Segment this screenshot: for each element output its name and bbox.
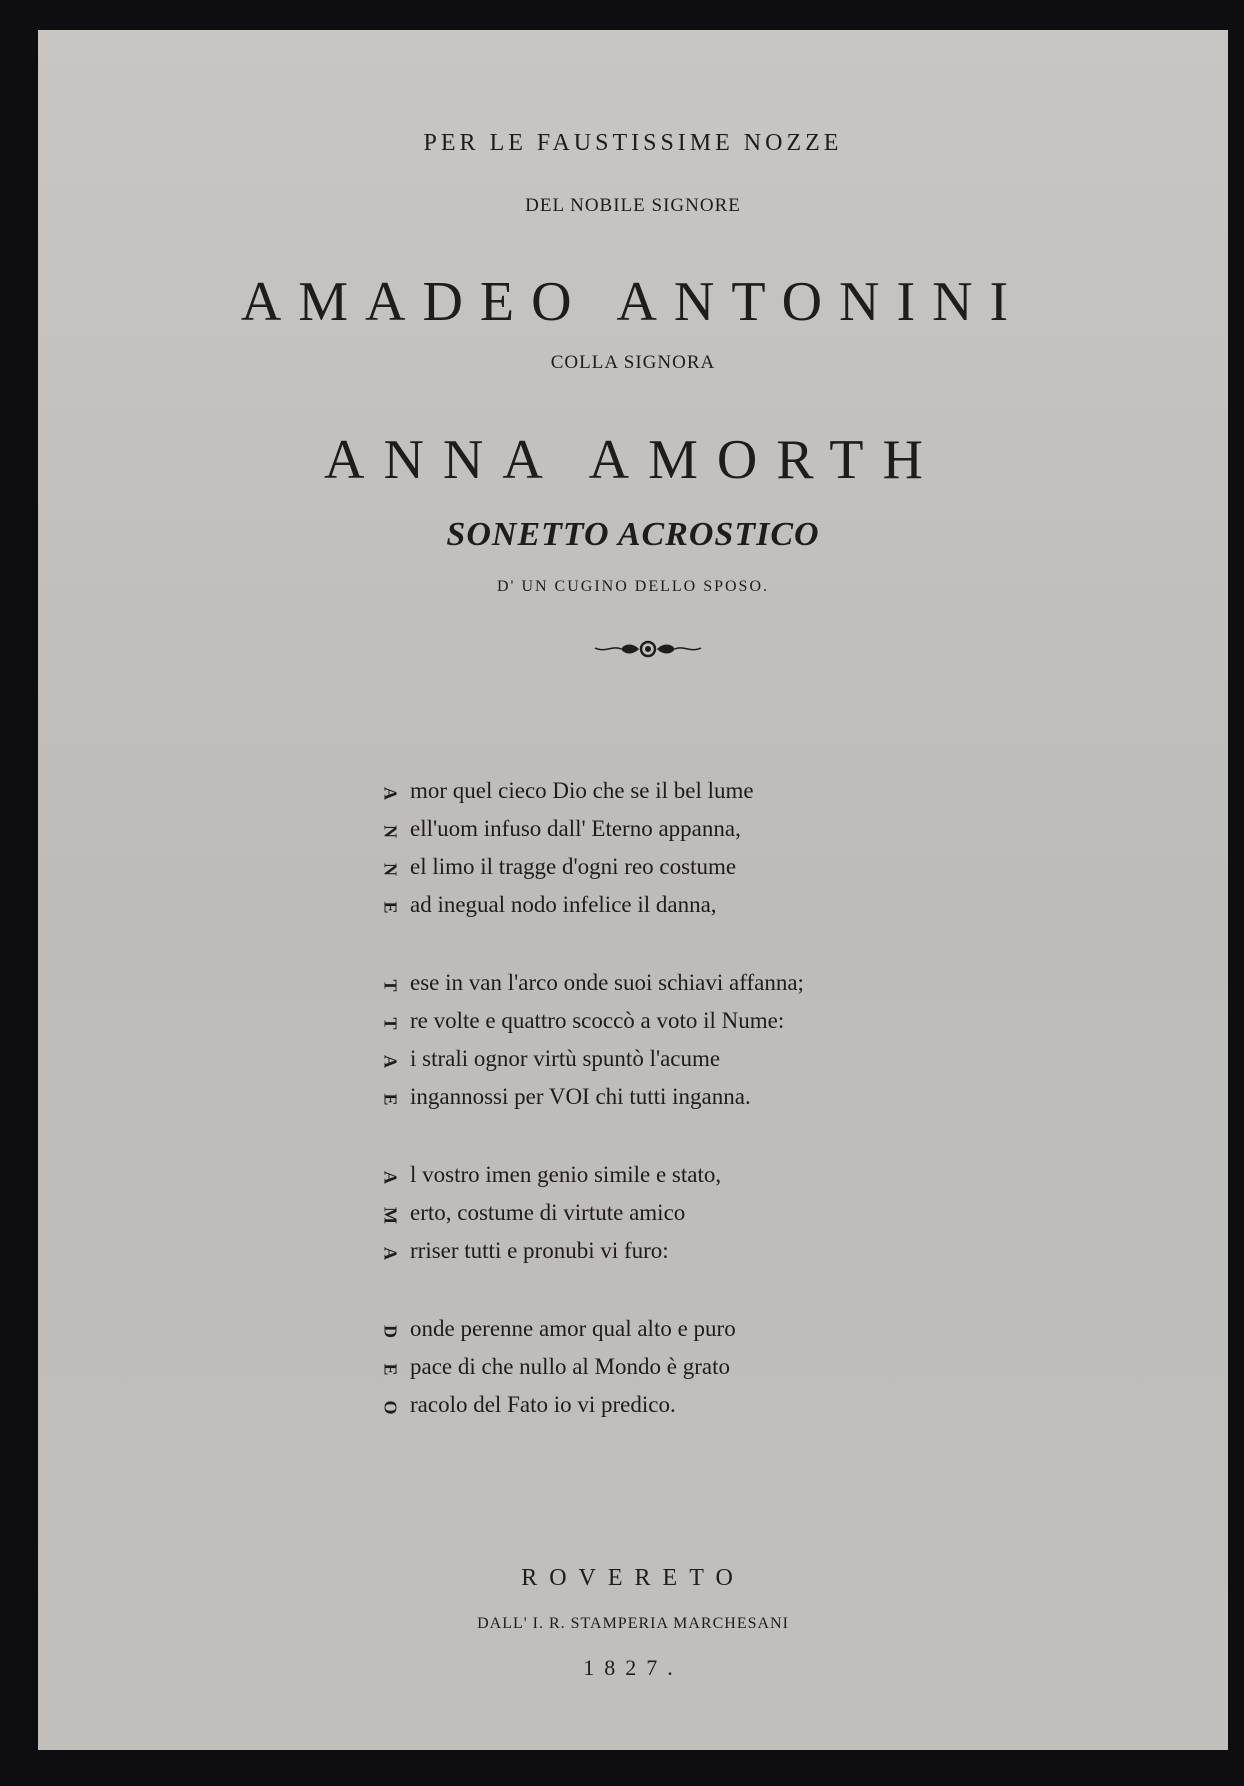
acrostic-initial: A — [380, 1171, 401, 1185]
imprint-city: ROVERETO — [521, 1565, 745, 1591]
acrostic-initial: E — [380, 1363, 401, 1376]
poem-line-text: pace di che nullo al Mondo è grato — [410, 1354, 730, 1379]
acrostic-initial: T — [380, 1017, 401, 1030]
poem-line — [376, 1008, 784, 1034]
acrostic-initial: M — [380, 1207, 401, 1225]
poem-genre: SONETTO ACROSTICO — [446, 516, 820, 553]
groom-name: AMADEO ANTONINI — [240, 271, 1026, 333]
poem-line — [376, 816, 741, 842]
poem-line — [376, 1162, 721, 1188]
poem-line — [376, 778, 754, 804]
acrostic-initial: E — [380, 901, 401, 914]
poem-line-text: rriser tutti e pronubi vi furo: — [410, 1238, 669, 1263]
bride-name: ANNA AMORTH — [324, 429, 942, 491]
acrostic-initial: A — [380, 1055, 401, 1069]
poem-line — [376, 892, 717, 918]
author-note: D' UN CUGINO DELLO SPOSO. — [497, 578, 769, 595]
heading-nobile: DEL NOBILE SIGNORE — [525, 195, 741, 216]
poem-line — [376, 1316, 736, 1342]
imprint-year: 1827. — [583, 1655, 683, 1680]
acrostic-initial: D — [380, 1325, 401, 1339]
poem-line-text: el limo il tragge d'ogni reo costume — [410, 854, 737, 879]
poem-line-text: ingannossi per VOI chi tutti inganna. — [410, 1084, 751, 1109]
poem-line — [376, 1046, 720, 1072]
poem-line — [376, 970, 804, 996]
poem-line — [376, 1354, 730, 1380]
poem-line — [376, 1200, 685, 1226]
heading-colla: COLLA SIGNORA — [550, 352, 716, 373]
heading-nozze: PER LE FAUSTISSIME NOZZE — [423, 130, 843, 156]
acrostic-initial: A — [380, 787, 401, 801]
acrostic-initial: E — [380, 1093, 401, 1106]
acrostic-poem — [38, 30, 1228, 1750]
imprint-printer: DALL' I. R. STAMPERIA MARCHESANI — [477, 1615, 789, 1632]
poem-line-text: i strali ognor virtù spuntò l'acume — [410, 1046, 721, 1071]
poem-line-text: racolo del Fato io vi predico. — [410, 1392, 676, 1417]
poem-line — [376, 1084, 751, 1110]
poem-line-text: onde perenne amor qual alto e puro — [410, 1316, 736, 1341]
acrostic-initial: T — [380, 979, 401, 992]
acrostic-initial: N — [380, 825, 401, 839]
poem-line-text: l vostro imen genio simile e stato, — [410, 1162, 722, 1187]
acrostic-initial: A — [380, 1247, 401, 1261]
document-page — [38, 30, 1228, 1750]
acrostic-initial: O — [380, 1400, 401, 1415]
poem-line — [376, 1392, 676, 1418]
poem-line-text: re volte e quattro scoccò a voto il Nume: — [410, 1008, 785, 1033]
poem-line-text: ell'uom infuso dall' Eterno appanna, — [410, 816, 741, 841]
poem-line-text: ese in van l'arco onde suoi schiavi affanna; — [410, 970, 804, 995]
poem-line-text: mor quel cieco Dio che se il bel lume — [410, 778, 754, 803]
poem-line — [376, 854, 736, 880]
acrostic-initial: N — [380, 863, 401, 877]
poem-line — [376, 1238, 669, 1264]
poem-line-text: ad inegual nodo infelice il danna, — [410, 892, 717, 917]
poem-line-text: erto, costume di virtute amico — [410, 1200, 686, 1225]
